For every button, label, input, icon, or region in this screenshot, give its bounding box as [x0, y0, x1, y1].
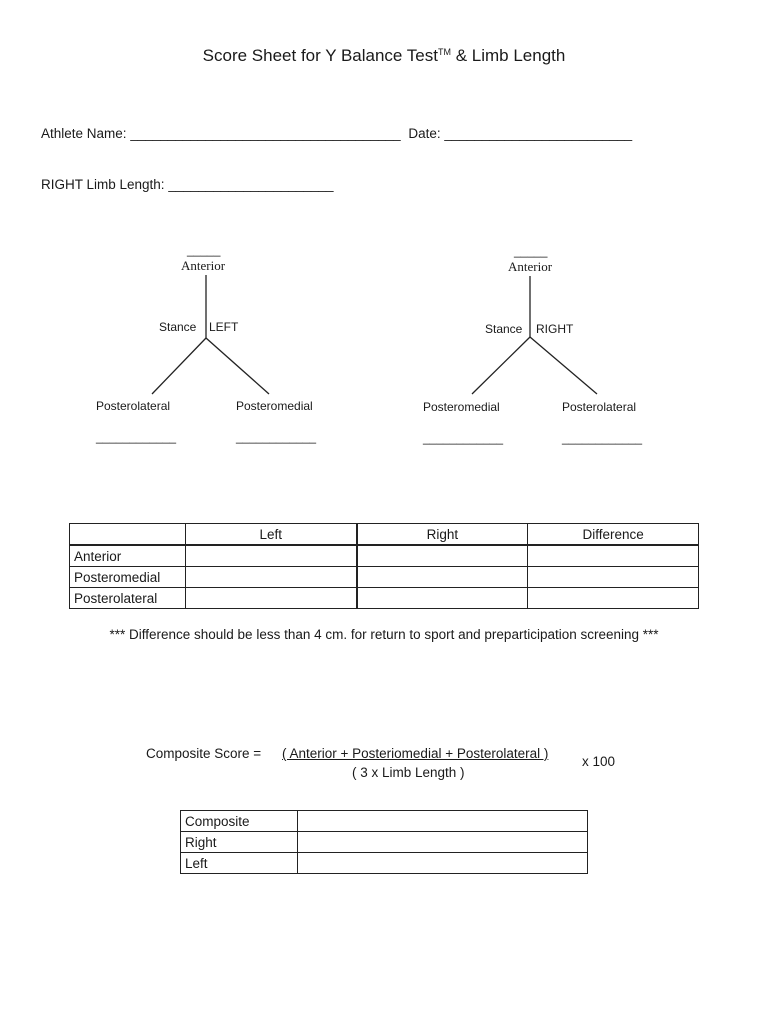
- table-row: [70, 567, 699, 588]
- right-posteromedial-line: [472, 337, 530, 394]
- right-stance-label: Stance: [485, 322, 523, 336]
- posterolateral-difference-cell[interactable]: [528, 588, 699, 609]
- table-row: [181, 832, 588, 853]
- left-anterior-blank[interactable]: _____: [187, 243, 221, 257]
- title-rest: & Limb Length: [450, 46, 566, 65]
- left-stance-side: LEFT: [209, 320, 239, 334]
- left-stance-y-diagram: [152, 275, 269, 394]
- posteromedial-left-cell[interactable]: [185, 567, 356, 588]
- date-label: Date:: [408, 126, 441, 141]
- posteromedial-right-cell[interactable]: [357, 567, 528, 588]
- left-posterolateral-label: Posterolateral: [96, 399, 171, 413]
- left-posteromedial-label: Posteromedial: [236, 399, 313, 413]
- composite-right-label: Right: [181, 832, 298, 853]
- results-header-empty: [70, 524, 186, 546]
- right-anterior-label: Anterior: [508, 259, 553, 274]
- results-table: [69, 523, 699, 609]
- table-row: [70, 545, 699, 567]
- anterior-right-cell[interactable]: [357, 545, 528, 567]
- limb-length-field[interactable]: ______________________: [168, 177, 334, 192]
- right-posterolateral-blank[interactable]: ____________: [562, 431, 643, 445]
- title-main: Score Sheet for Y Balance Test: [202, 46, 438, 65]
- composite-formula-numerator: ( Anterior + Posteriomedial + Posterolateral ): [282, 746, 549, 761]
- left-posterolateral-blank[interactable]: ____________: [96, 430, 177, 444]
- right-posteromedial-label: Posteromedial: [423, 400, 500, 414]
- limb-length-label: RIGHT Limb Length:: [41, 177, 165, 192]
- athlete-name-field[interactable]: ____________________________________: [130, 126, 401, 141]
- row-label-anterior: Anterior: [70, 545, 186, 567]
- composite-left-label: Left: [181, 853, 298, 874]
- date-field[interactable]: _________________________: [444, 126, 633, 141]
- composite-formula-label: Composite Score =: [146, 746, 262, 761]
- results-header-right: Right: [357, 524, 528, 546]
- posterolateral-right-cell[interactable]: [357, 588, 528, 609]
- posterolateral-left-cell[interactable]: [185, 588, 356, 609]
- results-header-difference: Difference: [528, 524, 699, 546]
- row-label-posterolateral: Posterolateral: [70, 588, 186, 609]
- right-stance-side: RIGHT: [536, 322, 574, 336]
- right-posterolateral-line: [530, 337, 597, 394]
- left-posteromedial-blank[interactable]: ____________: [236, 430, 317, 444]
- left-posterolateral-line: [152, 338, 206, 394]
- athlete-name-label: Athlete Name:: [41, 126, 127, 141]
- table-row: [181, 853, 588, 874]
- composite-table: [180, 810, 588, 874]
- left-posteromedial-line: [206, 338, 269, 394]
- table-row: [181, 811, 588, 832]
- posteromedial-difference-cell[interactable]: [528, 567, 699, 588]
- right-anterior-blank[interactable]: _____: [514, 244, 548, 258]
- left-stance-label: Stance: [159, 320, 197, 334]
- table-row: [70, 588, 699, 609]
- composite-right-cell[interactable]: [298, 832, 588, 853]
- right-posteromedial-blank[interactable]: ____________: [423, 431, 504, 445]
- composite-row-label: Composite: [181, 811, 298, 832]
- anterior-difference-cell[interactable]: [528, 545, 699, 567]
- composite-formula-multiplier: x 100: [582, 754, 616, 769]
- difference-note: *** Difference should be less than 4 cm. for return to sport and preparticipation screening ***: [109, 627, 659, 642]
- composite-left-cell[interactable]: [298, 853, 588, 874]
- composite-value-cell[interactable]: [298, 811, 588, 832]
- trademark-mark: TM: [437, 47, 451, 57]
- left-anterior-label: Anterior: [181, 258, 226, 273]
- anterior-left-cell[interactable]: [185, 545, 356, 567]
- row-label-posteromedial: Posteromedial: [70, 567, 186, 588]
- composite-formula-denominator: ( 3 x Limb Length ): [352, 765, 465, 780]
- results-header-row: [70, 524, 699, 546]
- results-header-left: Left: [185, 524, 356, 546]
- right-posterolateral-label: Posterolateral: [562, 400, 637, 414]
